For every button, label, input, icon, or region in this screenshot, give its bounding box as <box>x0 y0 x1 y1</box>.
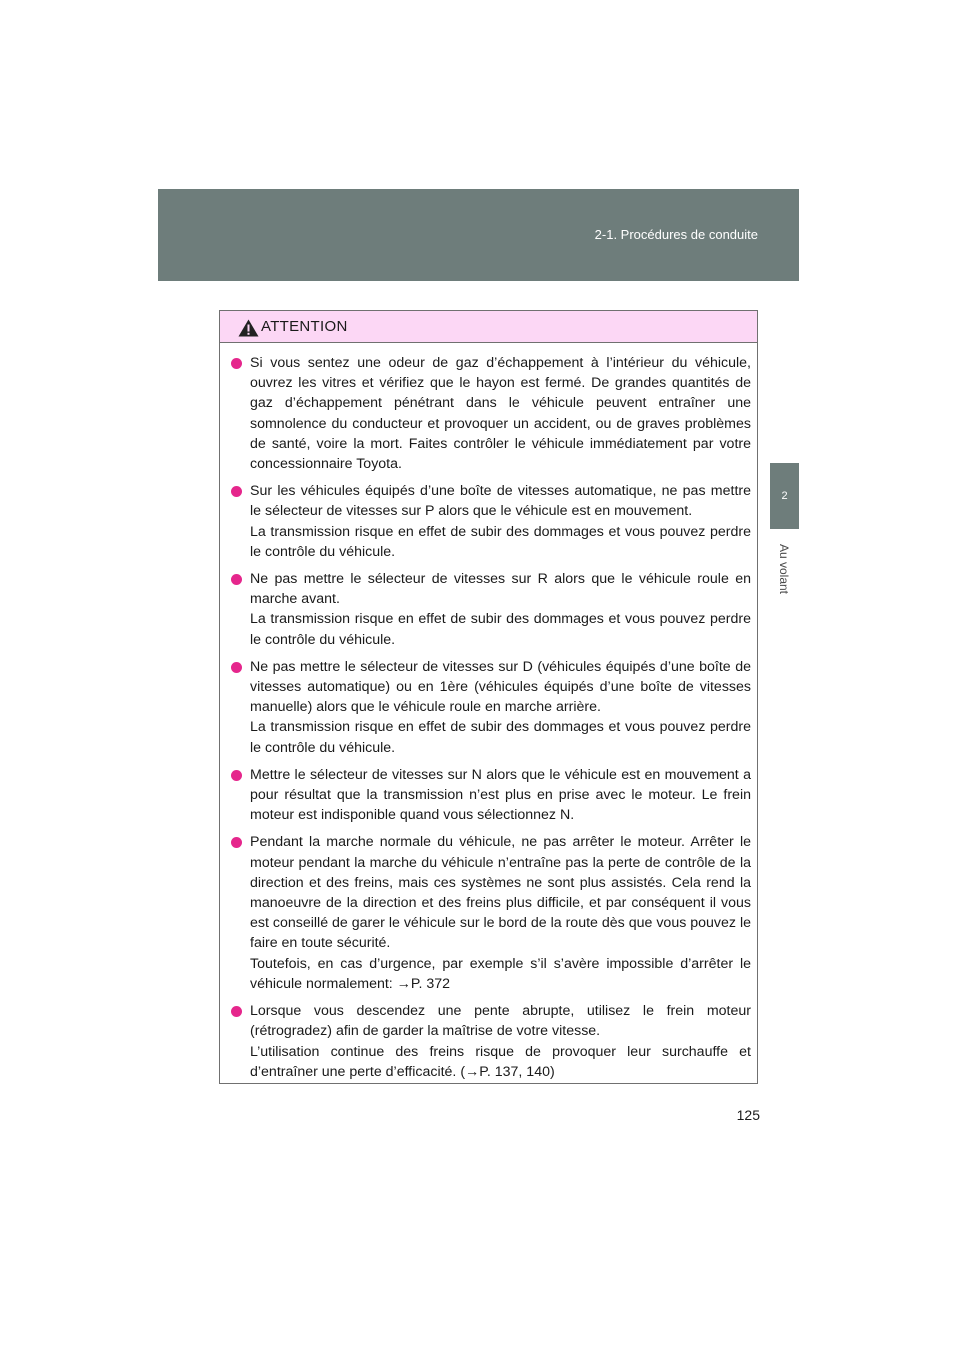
warning-item <box>230 1001 751 1082</box>
warning-item-text: Mettre le sélecteur de vitesses sur N alors que le véhicule est en mouvement a pour résultat que la transmission n’est plus en prise avec le moteur. Le frein moteur est indisponible quand vous sélectionnez N. <box>250 766 751 824</box>
warning-item-text: Pendant la marche normale du véhicule, ne pas arrêter le moteur. Arrêter le moteur pendant la marche du véhicule n’entraîne pas la perte de contrôle de la direction et des freins, mais ces systèmes ne sont plus assistés. Cela rend la manoeuvre de la direction et des freins plus difficile, et par conséquent il vous est conseillé de garer le véhicule sur le bord de la route dès que vous pouvez le faire en toute sécurité. <box>250 834 751 952</box>
warning-item <box>230 481 751 562</box>
bullet-icon <box>231 574 242 585</box>
warning-item-text: L’utilisation continue des freins risque de provoquer leur surchauffe et d’entraîner une perte d’efficacité. (→P. 137, 140) <box>250 1043 751 1080</box>
bullet-icon <box>231 770 242 781</box>
warning-title: ATTENTION <box>261 318 348 335</box>
chapter-tab <box>770 463 799 529</box>
warning-item <box>230 353 751 474</box>
warning-item-text: Toutefois, en cas d’urgence, par exemple s’il s’avère impossible d’arrêter le véhicule normalement: →P. 372 <box>250 955 751 992</box>
bullet-icon <box>231 1006 242 1017</box>
warning-box <box>219 310 758 1084</box>
bullet-icon <box>231 837 242 848</box>
warning-item <box>230 765 751 826</box>
warning-item <box>230 569 751 650</box>
bullet-icon <box>231 486 242 497</box>
warning-item-text: La transmission risque en effet de subir des dommages et vous pouvez perdre le contrôle du véhicule. <box>250 719 751 756</box>
warning-triangle-icon <box>238 319 259 337</box>
section-title: 2-1. Procédures de conduite <box>594 227 758 242</box>
warning-item <box>230 832 751 994</box>
warning-list <box>220 343 757 1082</box>
warning-item-text: La transmission risque en effet de subir des dommages et vous pouvez perdre le contrôle du véhicule. <box>250 611 751 648</box>
warning-item-text: Sur les véhicules équipés d’une boîte de vitesses automatique, ne pas mettre le sélecteur de vitesses sur P alors que le véhicule est en mouvement. <box>250 483 751 520</box>
bullet-icon <box>231 358 242 369</box>
chapter-label-text: Au volant <box>777 543 791 595</box>
warning-item-text: La transmission risque en effet de subir des dommages et vous pouvez perdre le contrôle du véhicule. <box>250 523 751 560</box>
section-header-band <box>158 189 799 281</box>
page-number: 125 <box>736 1107 760 1123</box>
warning-item-text: Ne pas mettre le sélecteur de vitesses sur D (véhicules équipés d’une boîte de vitesses automatique) ou en 1ère (véhicules équipés d’une boîte de vitesses manuelle) alors que le véhicule roule en marche arrière. <box>250 658 751 716</box>
warning-header <box>220 311 757 343</box>
warning-item <box>230 657 751 758</box>
chapter-number: 2 <box>781 490 788 502</box>
warning-item-text: Ne pas mettre le sélecteur de vitesses sur R alors que le véhicule roule en marche avant. <box>250 571 751 608</box>
warning-item-text: Si vous sentez une odeur de gaz d’échappement à l’intérieur du véhicule, ouvrez les vitres et vérifiez que le hayon est fermé. De grandes quantités de gaz d’échappement pénétrant dans le véhicule peuvent entraîner une somnolence du conducteur et provoquer un accident, ou de graves problèmes de santé, voire la mort. Faites contrôler le véhicule immédiatement par votre concessionnaire Toyota. <box>250 355 751 473</box>
bullet-icon <box>231 662 242 673</box>
chapter-label <box>772 534 796 604</box>
warning-item-text: Lorsque vous descendez une pente abrupte, utilisez le frein moteur (rétrogradez) afin de garder la maîtrise de votre vitesse. <box>250 1003 751 1040</box>
